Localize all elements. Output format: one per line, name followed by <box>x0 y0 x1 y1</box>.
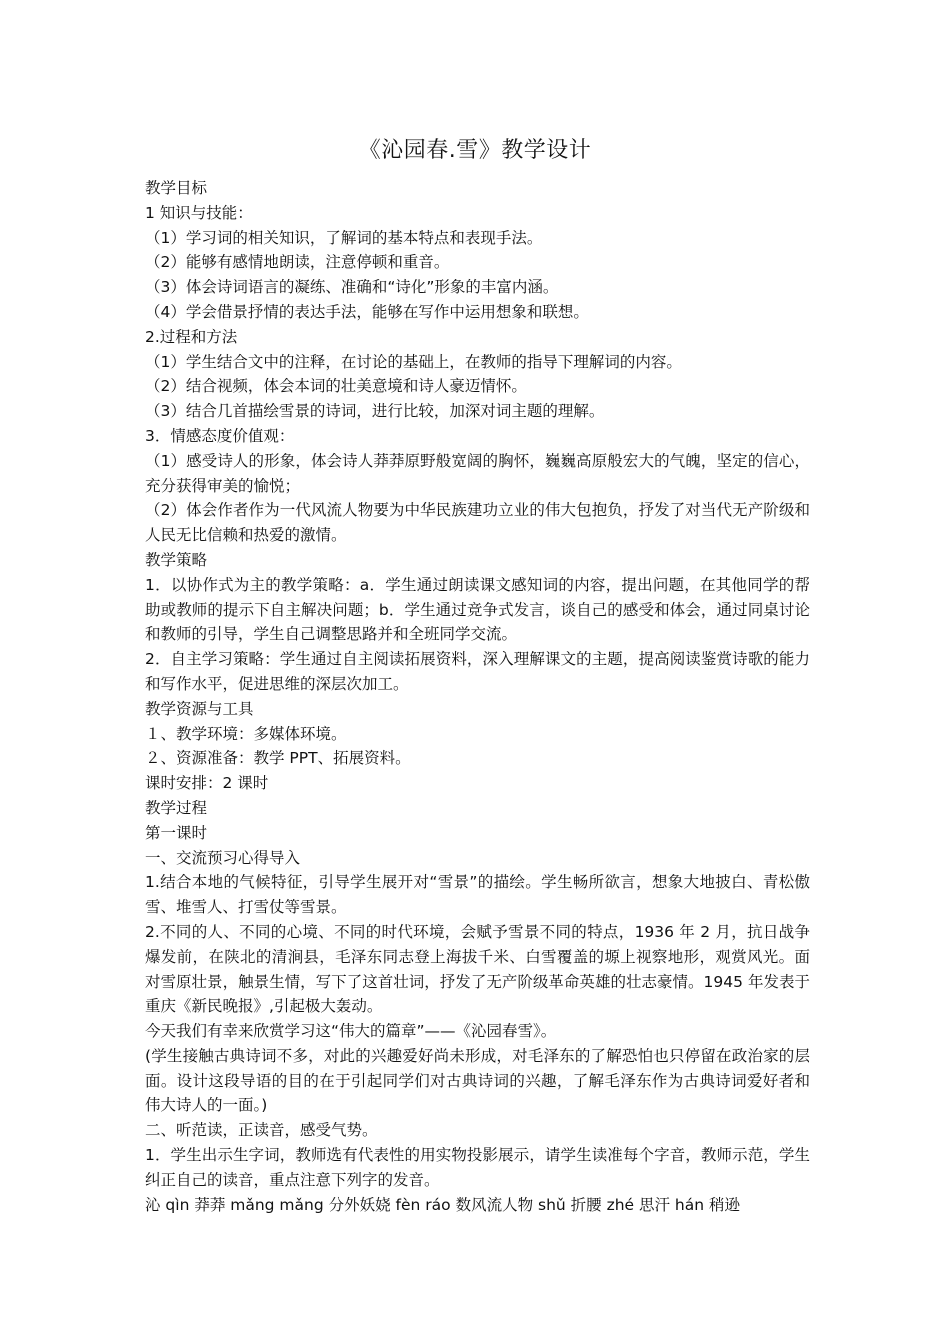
list-item: （1）学生结合文中的注释，在讨论的基础上，在教师的指导下理解词的内容。 <box>145 352 682 371</box>
heading-teaching-strategy: 教学策略 <box>145 550 208 569</box>
paragraph: (学生接触古典诗词不多，对此的兴趣爱好尚未形成，对毛泽东的了解恐怕也只停留在政治家的层面。设计这段导语的目的在于引起同学们对古典诗词的兴趣，了解毛泽东作为古典诗词爱好者和伟大诗人的一面。) <box>145 1046 810 1115</box>
class-hours: 课时安排：2 课时 <box>145 774 269 793</box>
document-body <box>145 176 810 1217</box>
list-item: （3）体会诗词语言的凝练、准确和“诗化”形象的丰富内涵。 <box>145 278 559 297</box>
list-item: （2）能够有感情地朗读，注意停顿和重音。 <box>145 253 450 272</box>
heading-teaching-process: 教学过程 <box>145 798 208 817</box>
list-item: （2）结合视频，体会本词的壮美意境和诗人豪迈情怀。 <box>145 377 527 396</box>
subheading-attitude-values: 3．情感态度价值观： <box>145 426 295 445</box>
paragraph: 1．以协作式为主的教学策略：a．学生通过朗读课文感知词的内容，提出问题，在其他同学的帮助或教师的提示下自主解决问题；b．学生通过竞争式发言，谈自己的感受和体会，通过同桌讨论和教师的引导，学生自己调整思路并和全班同学交流。 <box>145 575 810 644</box>
paragraph: 2．自主学习策略：学生通过自主阅读拓展资料，深入理解课文的主题，提高阅读鉴赏诗歌的能力和写作水平，促进思维的深层次加工。 <box>145 650 810 693</box>
heading-resources-tools: 教学资源与工具 <box>145 699 254 718</box>
section-heading: 二、听范读，正读音，感受气势。 <box>145 1121 378 1140</box>
list-item: ２、资源准备：教学 PPT、拓展资料。 <box>145 749 411 768</box>
document-title: 《沁园春.雪》教学设计 <box>358 138 592 163</box>
subheading-process-methods: 2.过程和方法 <box>145 327 238 346</box>
list-item: （1）学习词的相关知识，了解词的基本特点和表现手法。 <box>145 228 543 247</box>
paragraph: 2.不同的人、不同的心境、不同的时代环境，会赋予雪景不同的特点，1936 年 2 月，抗日战争爆发前，在陕北的清涧县，毛泽东同志登上海拔千米、白雪覆盖的塬上视察地形，观赏风光。面对雪原壮景，触景生情，写下了这首壮词，抒发了无产阶级革命英雄的壮志豪情。1945 年发表于重庆《新民晚报》,引起极大轰动。 <box>145 922 810 1016</box>
paragraph: 1.结合本地的气候特征，引导学生展开对“雪景”的描绘。学生畅所欲言，想象大地披白、青松傲雪、堆雪人、打雪仗等雪景。 <box>145 873 810 917</box>
heading-teaching-goals: 教学目标 <box>145 179 208 197</box>
subheading-first-lesson: 第一课时 <box>145 823 208 842</box>
paragraph: （2）体会作者作为一代风流人物要为中华民族建功立业的伟大包抱负，抒发了对当代无产阶级和人民无比信赖和热爱的激情。 <box>145 501 810 545</box>
section-heading: 一、交流预习心得导入 <box>145 848 301 867</box>
list-item: （3）结合几首描绘雪景的诗词，进行比较，加深对词主题的理解。 <box>145 402 605 421</box>
paragraph: （1）感受诗人的形象，体会诗人莽莽原野般宽阔的胸怀，巍巍高原般宏大的气魄，坚定的信心，充分获得审美的愉悦； <box>145 451 810 495</box>
list-item: １、教学环境：多媒体环境。 <box>145 724 347 743</box>
list-item: （4）学会借景抒情的表达手法，能够在写作中运用想象和联想。 <box>145 302 589 321</box>
subheading-knowledge-skills: 1 知识与技能： <box>145 203 253 222</box>
pinyin-line: 沁 qìn 莽莽 mǎng mǎng 分外妖娆 fèn ráo 数风流人物 shǔ 折腰 zhé 思汗 hán 稍逊 <box>145 1195 741 1214</box>
paragraph: 1．学生出示生字词，教师选有代表性的用实物投影展示，请学生读准每个字音，教师示范，学生纠正自己的读音，重点注意下列字的发音。 <box>145 1146 810 1189</box>
paragraph: 今天我们有幸来欣赏学习这“伟大的篇章”——《沁园春雪》。 <box>145 1022 557 1041</box>
